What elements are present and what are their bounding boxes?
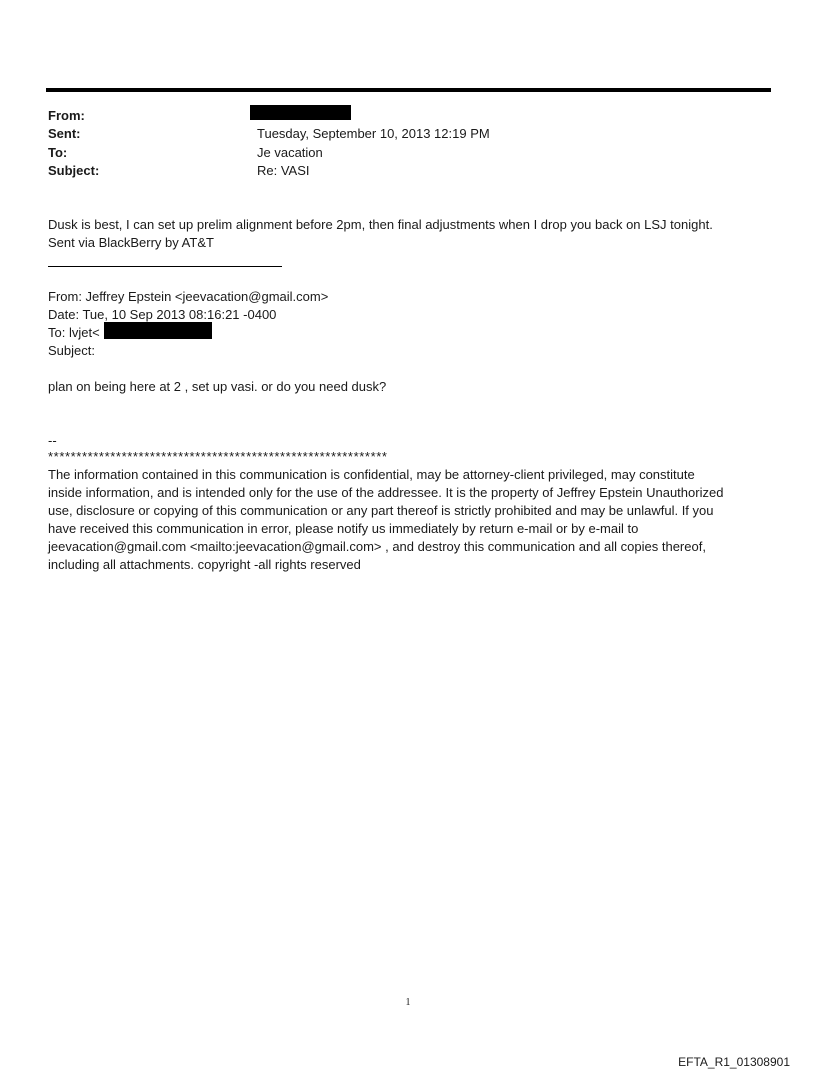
quoted-body: plan on being here at 2 , set up vasi. or do you need dusk?: [48, 379, 387, 394]
to-value: Je vacation: [257, 145, 323, 160]
redaction-to: [104, 322, 212, 339]
signature-dashes: --: [48, 433, 57, 448]
from-label: From:: [48, 108, 85, 123]
sent-label: Sent:: [48, 126, 81, 141]
signature-stars: ************************************************************: [48, 449, 388, 464]
quoted-to: To: lvjet<: [48, 325, 100, 340]
sent-value: Tuesday, September 10, 2013 12:19 PM: [257, 126, 490, 141]
quoted-date: Date: Tue, 10 Sep 2013 08:16:21 -0400: [48, 307, 277, 322]
header-rule: [46, 88, 771, 92]
quote-separator: [48, 266, 282, 267]
bates-number: EFTA_R1_01308901: [678, 1055, 790, 1069]
reply-line-2: Sent via BlackBerry by AT&T: [48, 235, 214, 250]
subject-label: Subject:: [48, 163, 100, 178]
quoted-subject: Subject:: [48, 343, 95, 358]
to-label: To:: [48, 145, 68, 160]
redaction-from: [250, 105, 351, 120]
subject-value: Re: VASI: [257, 163, 310, 178]
reply-line-1: Dusk is best, I can set up prelim alignment before 2pm, then final adjustments when I drop you back on LSJ tonight.: [48, 217, 713, 232]
confidentiality-disclaimer: The information contained in this communication is confidential, may be attorney-client privileged, may constitute inside information, and is intended only for the use of the addressee. It is the property of Jeffrey Epstein Unauthorized use, disclosure or copying of this communication or any part thereof is strictly prohibited and may be unlawful. If you have received this communication in error, please notify us immediately by return e-mail or by e-mail to jeevacation@gmail.com <mailto:jeevacation@gmail.com> , and destroy this communication and all copies thereof, including all attachments. copyright -all rights reserved: [48, 467, 724, 572]
page-number: 1: [405, 997, 411, 1008]
quoted-from: From: Jeffrey Epstein <jeevacation@gmail.com>: [48, 289, 329, 304]
